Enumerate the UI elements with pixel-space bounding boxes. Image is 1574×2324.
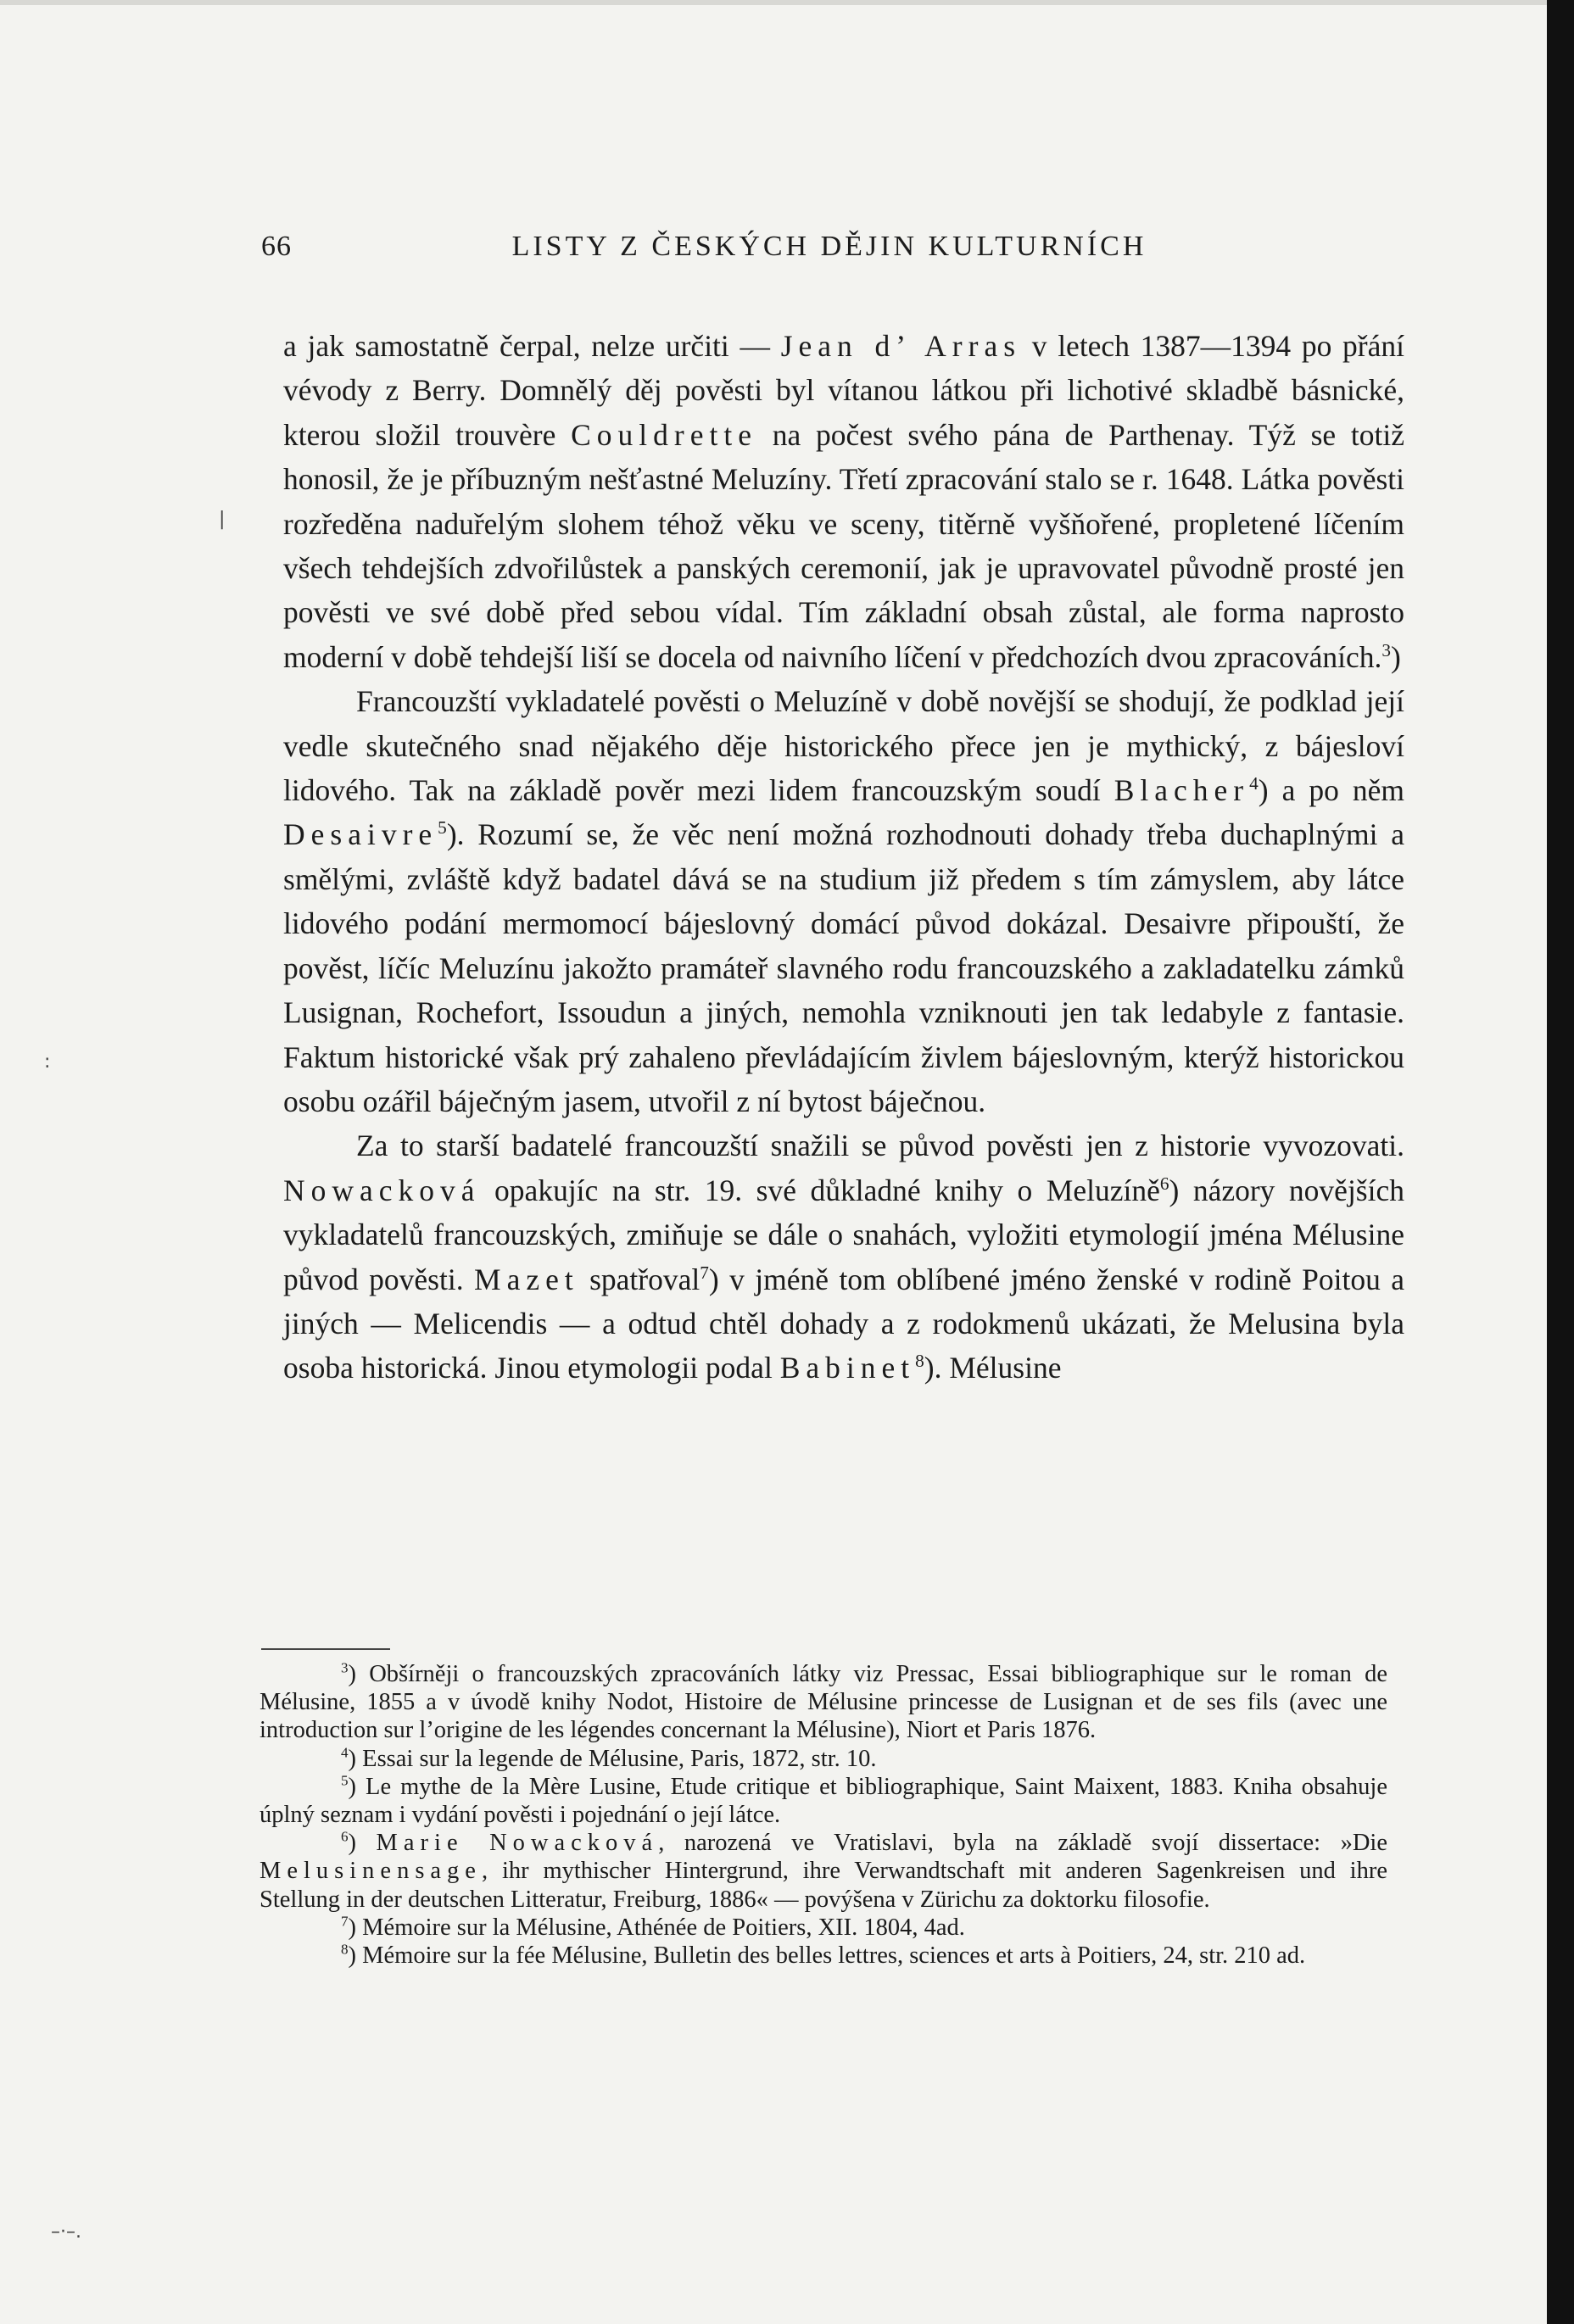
margin-mark: : (44, 1051, 51, 1073)
footnote-ref: 6 (1159, 1173, 1169, 1194)
footnote-6: $^6$) Marie Nowacková, narozená ve Vratislavi, byla na základě svojí dissertace: »Die Melusinensage, ihr mythischer Hintergrund, ihre Verwandtschaft mit anderen Sagenkreisen und ihre Stellung in der deutschen Litteratur, Freiburg, 1886« — povýšena v Zürichu za doktorku filosofie. (260, 1828, 1387, 1913)
footnote-ref: 4 (1249, 773, 1259, 794)
page-number: 66 (261, 231, 292, 262)
spaced-name: Mazet (474, 1262, 579, 1296)
spaced-name: Nowacková (283, 1173, 481, 1207)
footnote-mark: 8 (341, 1941, 349, 1958)
footnote-mark: 5 (341, 1772, 349, 1789)
spaced-name: Blacher (1114, 773, 1250, 808)
page-header (261, 231, 1398, 273)
footnote-mark: 4 (341, 1744, 349, 1761)
spaced-title: Melusinensage (260, 1858, 482, 1885)
main-text (283, 324, 1404, 1390)
footnote-7: $^7$) Mémoire sur la Mélusine, Athénée de Poitiers, XII. 1804, 4ad. (341, 1913, 965, 1941)
footnote-ref: 8 (915, 1351, 924, 1372)
footnote-5: $^5$) Le mythe de la Mère Lusine, Etude critique et bibliographique, Saint Maixent, 1883. Kniha obsahuje úplný seznam i vydání pověsti i pojednání o její látce. (260, 1772, 1387, 1829)
margin-mark: | (219, 509, 226, 530)
footnote-divider (261, 1648, 390, 1650)
footnote-mark: 7 (341, 1913, 349, 1930)
footnote-4: $^4$) Essai sur la legende de Mélusine, Paris, 1872, str. 10. (341, 1744, 877, 1772)
paragraph-3: Za to starší badatelé francouzští snažili se původ pověsti jen z historie vyvozovati. Nowacková opakujíc na str. 19. své důkladné knihy o Meluzíně$^6$) názory novějších vykladatelů francouzských, zmiňuje se dále o snahách, vyložiti etymologií jména Mélusine původ pověsti. Mazet spatřoval$^7$) v jméně tom oblíbené jméno ženské v rodině Poitou a jiných — Melicendis — a odtud chtěl dohady a z rodokmenů ukázati, že Melusina byla osoba historická. Jinou etymologii podal Babinet$^8$). Mélusine (283, 1129, 1404, 1385)
paragraph-2: Francouzští vykladatelé pověsti o Meluzíně v době novější se shodují, že podklad její vedle skutečného snad nějakého děje historického přece jen je mythický, z bájesloví lidového. Tak na základě pověr mezi lidem francouzským soudí Blacher$^4$) a po něm Desaivre$^5$). Rozumí se, že věc není možná rozhodnouti dohady třeba duchaplnými a smělými, zvláště když badatel dává se na studium již předem s tím zámyslem, aby látce lidového podání mermomocí bájeslovný domácí původ dokázal. Desaivre připouští, že pověst, líčíc Meluzínu jakožto pramáteř slavného rodu francouzského a zakladatelku zámků Lusignan, Rochefort, Issoudun a jiných, nemohla vzniknouti jen tak ledabyle z fantasie. Faktum historické však prý zahaleno převládajícím živlem bájeslovným, kterýž historickou osobu ozářil báječným jasem, utvořil z ní bytost báječnou. (283, 684, 1404, 1118)
footnotes (260, 1660, 1387, 1970)
spaced-name: Jean d’ Arras (780, 329, 1022, 363)
footnote-ref: 5 (438, 817, 447, 839)
scan-right-border (1547, 0, 1574, 2324)
footnote-mark: 6 (341, 1828, 349, 1845)
spaced-name: Desaivre (283, 817, 438, 852)
footnote-ref: 7 (700, 1262, 709, 1283)
footnote-mark: 3 (341, 1659, 349, 1676)
paragraph-1: a jak samostatně čerpal, nelze určiti — Jean d’ Arras v letech 1387—1394 po přání vévody z Berry. Domnělý děj pověsti byl vítanou látkou při lichotivé skladbě básnické, kterou složil trouvère Couldrette na počest svého pána de Parthenay. Týž se totiž honosil, že je příbuzným nešťastné Meluzíny. Třetí zpracování stalo se r. 1648. Látka pověsti rozředěna naduřelým slohem téhož věku ve sceny, titěrně vyšňořené, propletené líčením všech tehdejších zdvořilůstek a panských ceremonií, jak je upravovatel původně prosté jen pověsti ve své době před sebou vídal. Tím základní obsah zůstal, ale forma naprosto moderní v době tehdejší liší se docela od naivního líčení v předchozích dvou zpracováních.$^3$) (283, 329, 1405, 674)
margin-mark: –·–. (51, 2221, 81, 2243)
footnote-8: $^8$) Mémoire sur la fée Mélusine, Bulletin des belles lettres, sciences et arts à Poitiers, 24, str. 210 ad. (341, 1941, 1306, 1970)
footnote-3: $^3$) Obšírněji o francouzských zpracováních látky viz Pressac, Essai bibliographique sur le roman de Mélusine, 1855 a v úvodě knihy Nodot, Histoire de Mélusine princesse de Lusignan et de ses fils (avec une introduction sur l’origine de les légendes concernant la Mélusine), Niort et Paris 1876. (260, 1659, 1387, 1744)
footnote-ref: 3 (1381, 640, 1392, 661)
running-head: LISTY Z ČESKÝCH DĚJIN KULTURNÍCH (511, 231, 1147, 262)
spaced-name: Couldrette (571, 417, 757, 452)
spaced-name: Babinet (779, 1351, 916, 1385)
spaced-name: Marie Nowacková (376, 1830, 659, 1857)
scan-top-edge (0, 0, 1574, 5)
